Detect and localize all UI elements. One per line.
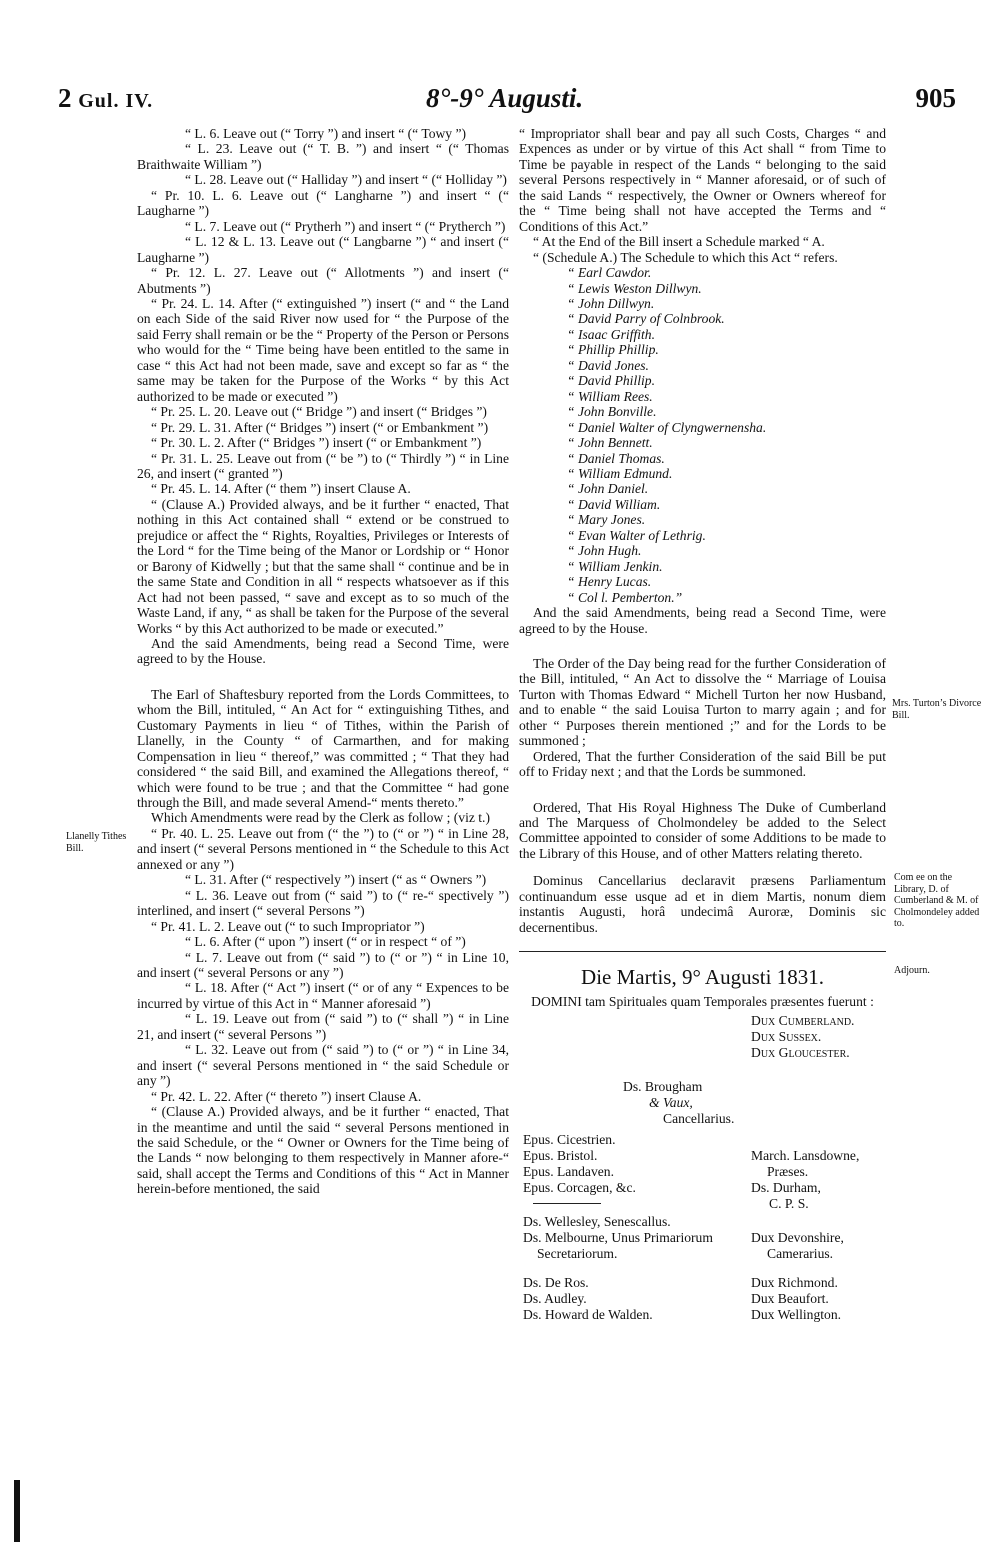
amendment-line: “ L. 23. Leave out (“ T. B. ”) and insert “ (“ Thomas Braithwaite William ”) <box>137 141 509 172</box>
member: Epus. Bristol. <box>523 1148 598 1164</box>
schedule-instruction: “ At the End of the Bill insert a Schedule marked “ A. <box>533 234 825 250</box>
member: Camerarius. <box>767 1246 834 1262</box>
member: Dux Wellington. <box>751 1307 842 1323</box>
amendment-line: “ L. 32. Leave out from (“ said ”) to (“ or ”) “ in Line 34, and insert (“ several Persons mentioned in “ the said Schedule or any ”) <box>137 1042 509 1089</box>
schedule-name: “ William Edmund. <box>567 465 673 481</box>
member: Ds. Audley. <box>523 1291 587 1307</box>
clause-a: “ (Clause A.) Provided always, and be it further “ enacted, That nothing in this Act contained shall “ extend or be construed to prejudice or affect the “ Rights, Royalties, Privileges or Interests of the Lord “ for the Time being of the Manor or Lordship or “ Honor or Barony of Kidwelly ; but that the same shall “ continue and be in the same State and Condition in all “ respects whatsoever as if this Act had not been passed, “ save and except as to so much of the Waste Land, if any, “ as shall be taken for the Purpose of the several Works “ by this Act authorized to be made or executed.” <box>137 496 509 636</box>
amendment-line: “ Pr. 10. L. 6. Leave out (“ Langharne ”) and insert “ (“ Laugharne ”) <box>137 187 509 219</box>
member: Ds. De Ros. <box>523 1275 589 1291</box>
regnal-year <box>58 83 153 114</box>
clause-continuation: “ Impropriator shall bear and pay all such Costs, Charges “ and Expences as under or by virtue of this Act shall “ from Time to Time be payable in respect of the Lands “ belonging to the said several Persons respectively in “ Manner aforesaid, or of such of the said Lands “ respectively, the Owner or Owners whereof for the “ Time being shall not have accepted the Terms and “ Conditions of this Act.” <box>519 126 886 234</box>
margin-note-turton: Mrs. Turton’s Divorce Bill. <box>892 698 982 721</box>
clause-a: “ (Clause A.) Provided always, and be it further “ enacted, That in the meantime and until the said “ several Persons mentioned in the said Schedule, or the “ Owner or Owners for the Time being of the Lands “ now belonging to them respectively in Manner afore-“ said, shall accept the Terms and Conditions of this “ Act in Manner herein-before mentioned, the said <box>137 1104 509 1197</box>
member: Ds. Durham, <box>751 1180 821 1196</box>
member: Dux Beaufort. <box>751 1291 829 1307</box>
schedule-name: “ Daniel Walter of Clyngwernensha. <box>567 419 767 435</box>
amendment-line: “ Pr. 24. L. 14. After (“ extinguished ”) insert (“ and “ the Land on each Side of the said River now used for “ the Purpose of the said Ferry shall remain or be the “ Property of the Person or Persons who would for the “ Time being have been entitled to the same in case “ this Act had not been made, save and except so far as “ the same may be taken for the Purpose of the Works “ by this Act authorized to be made or executed ”) <box>137 295 509 404</box>
member: Ds. Wellesley, Senescallus. <box>523 1214 671 1230</box>
schedule-name: “ Col l. Pemberton.” <box>567 589 683 605</box>
amendment-line: “ Pr. 45. L. 14. After (“ them ”) insert Clause A. <box>151 481 411 497</box>
schedule-name: “ David Jones. <box>567 357 649 373</box>
member: Dux Gloucester. <box>751 1045 850 1061</box>
member: Epus. Cicestrien. <box>523 1132 616 1148</box>
amendment-line: “ Pr. 41. L. 2. Leave out (“ to such Impropriator ”) <box>151 918 425 934</box>
amendment-line: “ L. 12 & L. 13. Leave out (“ Langbarne ”) “ and insert (“ Laugharne ”) <box>137 234 509 265</box>
short-divider <box>533 1203 601 1204</box>
margin-note-adjourn: Adjourn. <box>894 965 930 976</box>
domini-present: DOMINI tam Spirituales quam Temporales præsentes fuerunt : <box>531 993 874 1009</box>
left-column <box>137 126 509 1197</box>
amendment-line: “ L. 31. After (“ respectively ”) insert (“ as “ Owners ”) <box>185 872 487 888</box>
member: March. Lansdowne, <box>751 1148 860 1164</box>
margin-note-library: Com ee on the Library, D. of Cumberland & M. of Cholmondeley added to. <box>894 872 980 929</box>
turton-order: The Order of the Day being read for the further Consideration of the Bill, intituled, “ An Act to dissolve the “ Marriage of Louisa Turton with Thomas Edward “ Michell Turton her now Husband, and to enable “ the said Louisa Turton to marry again ; and for other “ Purposes therein mentioned ;” and for the Lords to be summoned ; <box>519 655 886 749</box>
member: Epus. Corcagen, &c. <box>523 1180 636 1196</box>
margin-note-llanelly: Llanelly Tithes Bill. <box>66 831 127 854</box>
schedule-name: “ Isaac Griffith. <box>567 326 655 342</box>
schedule-name: “ William Rees. <box>567 388 653 404</box>
amendment-line: “ L. 19. Leave out from (“ said ”) to (“ shall ”) “ in Line 21, and insert (“ several Persons ”) <box>137 1011 509 1042</box>
member: C. P. S. <box>769 1196 809 1212</box>
amendment-line: “ Pr. 29. L. 31. After (“ Bridges ”) insert (“ or Embankment ”) <box>151 419 489 435</box>
amendment-line: “ L. 6. Leave out (“ Torry ”) and insert “ (“ Towy ”) <box>185 126 467 141</box>
amendment-line: “ Pr. 42. L. 22. After (“ thereto ”) insert Clause A. <box>151 1088 422 1104</box>
amendment-line: “ Pr. 31. L. 25. Leave out from (“ be ”) to (“ Thirdly ”) “ in Line 26, and insert (“ granted ”) <box>137 450 509 481</box>
amendment-line: “ L. 7. Leave out (“ Prytherh ”) and insert “ (“ Prytherch ”) <box>185 218 506 234</box>
member: Dux Richmond. <box>751 1275 838 1291</box>
amendment-line: “ Pr. 40. L. 25. Leave out from (“ the ”) to (“ or ”) “ in Line 28, and insert (“ several Persons mentioned in “ the Schedule to this Act annexed or any ”) <box>137 825 509 872</box>
regnal-title: Gul. IV. <box>78 90 154 112</box>
member: Ds. Brougham <box>623 1079 703 1095</box>
member: Dux Cumberland. <box>751 1013 855 1029</box>
schedule-name: “ Daniel Thomas. <box>567 450 665 466</box>
amendments-agreed: And the said Amendments, being read a Second Time, were agreed to by the House. <box>519 605 886 636</box>
member: & Vaux, <box>649 1095 693 1111</box>
page-header <box>58 83 956 123</box>
schedule-name: “ Evan Walter of Lethrig. <box>567 527 706 543</box>
member: Ds. Howard de Walden. <box>523 1307 653 1323</box>
amendment-line: “ L. 28. Leave out (“ Halliday ”) and insert “ (“ Holliday ”) <box>185 172 507 188</box>
schedule-name: “ William Jenkin. <box>567 558 663 574</box>
page-number: 905 <box>915 83 956 113</box>
schedule-name: “ John Dillwyn. <box>567 295 655 311</box>
member: Dux Sussex. <box>751 1029 822 1045</box>
turton-ordered: Ordered, That the further Consideration of the said Bill be put off to Friday next ; and that the Lords be summoned. <box>519 748 886 780</box>
day-title: Die Martis, 9° Augusti 1831. <box>581 965 824 990</box>
shaftesbury-report: The Earl of Shaftesbury reported from the Lords Committees, to whom the Bill, intituled, “ An Act for “ extinguishing Tithes, and Customary Payments in lieu “ of Tithes, within the Parish of Llanelly, in the County “ of Carmarthen, and for making Compensation in lieu “ thereof,” was committed ; “ That they had considered “ the said Bill, and examined the Allegations thereof, “ which were found to be true ; and that the Committee “ had gone through the Bill, and made several Amend-“ ments thereto.” <box>137 686 509 811</box>
schedule-name: “ Henry Lucas. <box>567 574 652 590</box>
amendment-line: “ Pr. 12. L. 27. Leave out (“ Allotments ”) and insert (“ Abutments ”) <box>137 265 509 296</box>
adjournment: Dominus Cancellarius declaravit præsens Parliamentum continuandum esse usque ad et in diem Martis, nonum diem instantis Augusti, horâ undecimâ Auroræ, Dominis sic decernentibus. <box>519 873 886 935</box>
page-edge-mark <box>14 1480 20 1542</box>
amendment-line: “ L. 18. After (“ Act ”) insert (“ or of any “ Expences to be incurred by virtue of this Act in “ Manner aforesaid ”) <box>137 980 509 1011</box>
member: Dux Devonshire, <box>751 1230 844 1246</box>
schedule-name: “ John Bonville. <box>567 404 657 420</box>
schedule-names <box>519 265 886 605</box>
schedule-name: “ Phillip Phillip. <box>567 342 659 358</box>
schedule-name: “ David Phillip. <box>567 373 655 389</box>
members-present <box>519 1009 886 1479</box>
member: Epus. Landaven. <box>523 1164 614 1180</box>
amendments-agreed: And the said Amendments, being read a Second Time, were agreed to by the House. <box>137 635 509 667</box>
date-heading: 8°-9° Augusti. <box>426 83 584 113</box>
member: Secretariorum. <box>537 1246 618 1262</box>
amendment-line: “ Pr. 30. L. 2. After (“ Bridges ”) insert (“ or Embankment ”) <box>151 435 482 451</box>
schedule-name: “ David Parry of Colnbrook. <box>567 311 725 327</box>
member: Ds. Melbourne, Unus Primariorum <box>523 1230 713 1246</box>
amendment-line: “ L. 36. Leave out from (“ said ”) to (“ re-“ spectively ”) interlined, and insert (“ several Persons ”) <box>137 887 509 919</box>
regnal-number: 2 <box>58 83 72 113</box>
schedule-name: “ John Bennett. <box>567 435 653 451</box>
schedule-name: “ Lewis Weston Dillwyn. <box>567 280 702 296</box>
right-column <box>519 126 886 1479</box>
amendment-line: “ L. 6. After (“ upon ”) insert (“ or in respect “ of ”) <box>185 934 466 950</box>
schedule-name: “ Mary Jones. <box>567 512 646 528</box>
amendment-line: “ Pr. 25. L. 20. Leave out (“ Bridge ”) and insert (“ Bridges ”) <box>151 404 487 420</box>
member: Præses. <box>767 1164 809 1180</box>
which-amendments: Which Amendments were read by the Clerk as follow ; (viz t.) <box>151 810 490 826</box>
schedule-name: “ Earl Cawdor. <box>567 265 652 281</box>
member: Cancellarius. <box>663 1111 735 1127</box>
schedule-name: “ John Daniel. <box>567 481 649 497</box>
section-divider <box>519 951 886 952</box>
schedule-name: “ David William. <box>567 496 661 512</box>
schedule-a-heading: “ (Schedule A.) The Schedule to which this Act “ refers. <box>533 249 838 265</box>
schedule-name: “ John Hugh. <box>567 543 642 559</box>
cumberland-ordered: Ordered, That His Royal Highness The Duke of Cumberland and The Marquess of Cholmondeley be added to the Select Committee appointed to consider of some Additions to be made to the Library of this House, and of other Matters relating thereto. <box>519 799 886 861</box>
amendment-line: “ L. 7. Leave out from (“ said ”) to (“ or ”) “ in Line 10, and insert (“ several Persons or any ”) <box>137 949 509 981</box>
